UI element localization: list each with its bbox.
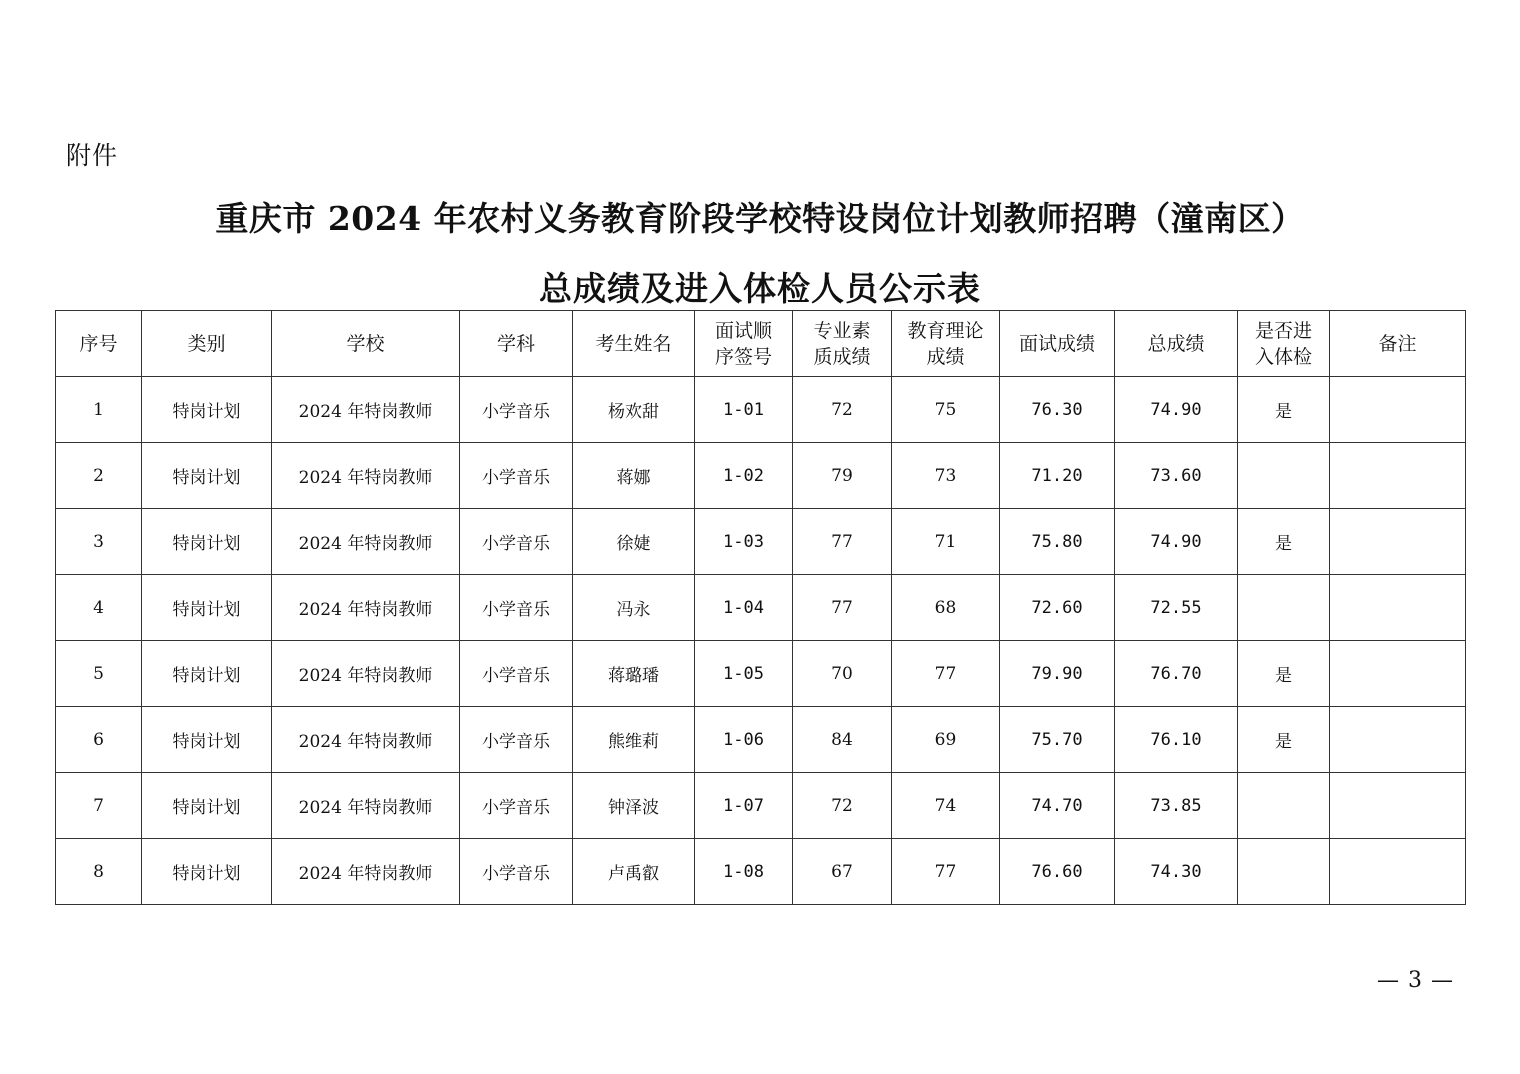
cell-total-score: 73.85: [1115, 773, 1238, 839]
document-subtitle: 总成绩及进入体检人员公示表: [539, 269, 981, 308]
cell-school: 2024 年特岗教师: [272, 773, 460, 839]
cell-professional-score: 79: [793, 443, 892, 509]
cell-draw-number: 1-04: [695, 575, 793, 641]
results-table: [55, 310, 1466, 905]
cell-serial: 2: [56, 443, 142, 509]
cell-subject: 小学音乐: [460, 509, 573, 575]
cell-remark: [1330, 773, 1466, 839]
cell-total-score: 76.10: [1115, 707, 1238, 773]
column-header-line1: 面试顺: [714, 319, 772, 342]
cell-subject: 小学音乐: [460, 377, 573, 443]
cell-subject: 小学音乐: [460, 773, 573, 839]
column-header-line1: 学科: [496, 332, 535, 355]
cell-remark: [1330, 377, 1466, 443]
cell-theory-score: 75: [892, 377, 1000, 443]
cell-interview-score: 75.80: [1000, 509, 1115, 575]
column-header: [1000, 311, 1115, 377]
column-header: [695, 311, 793, 377]
cell-theory-score: 71: [892, 509, 1000, 575]
cell-physical-exam: [1238, 839, 1330, 905]
cell-name: 蒋娜: [573, 443, 695, 509]
cell-total-score: 74.90: [1115, 509, 1238, 575]
column-header: [892, 311, 1000, 377]
column-header-line1: 考生姓名: [595, 332, 672, 355]
cell-theory-score: 68: [892, 575, 1000, 641]
cell-interview-score: 74.70: [1000, 773, 1115, 839]
column-header: [1115, 311, 1238, 377]
cell-draw-number: 1-01: [695, 377, 793, 443]
cell-category: 特岗计划: [142, 773, 272, 839]
column-header: [272, 311, 460, 377]
column-header-line1: 学校: [346, 332, 385, 355]
cell-subject: 小学音乐: [460, 839, 573, 905]
cell-physical-exam: 是: [1238, 509, 1330, 575]
cell-serial: 4: [56, 575, 142, 641]
cell-school: 2024 年特岗教师: [272, 575, 460, 641]
column-header-line1: 序号: [79, 332, 118, 355]
column-header: [793, 311, 892, 377]
cell-physical-exam: 是: [1238, 707, 1330, 773]
cell-name: 熊维莉: [573, 707, 695, 773]
cell-remark: [1330, 509, 1466, 575]
column-header: [1238, 311, 1330, 377]
cell-category: 特岗计划: [142, 707, 272, 773]
cell-category: 特岗计划: [142, 641, 272, 707]
document-title: 重庆市 2024 年农村义务教育阶段学校特设岗位计划教师招聘（潼南区）: [215, 199, 1305, 238]
cell-theory-score: 74: [892, 773, 1000, 839]
cell-category: 特岗计划: [142, 839, 272, 905]
cell-remark: [1330, 443, 1466, 509]
cell-name: 蒋璐璠: [573, 641, 695, 707]
column-header-line1: 总成绩: [1147, 332, 1205, 355]
cell-interview-score: 76.30: [1000, 377, 1115, 443]
cell-total-score: 74.90: [1115, 377, 1238, 443]
cell-school: 2024 年特岗教师: [272, 641, 460, 707]
table-header: [56, 311, 1466, 377]
cell-total-score: 73.60: [1115, 443, 1238, 509]
cell-school: 2024 年特岗教师: [272, 443, 460, 509]
column-header-line1: 备注: [1378, 332, 1417, 355]
column-header-line2: 质成绩: [813, 345, 871, 368]
cell-interview-score: 76.60: [1000, 839, 1115, 905]
column-header-line2: 入体检: [1254, 345, 1312, 368]
cell-draw-number: 1-02: [695, 443, 793, 509]
cell-physical-exam: [1238, 773, 1330, 839]
cell-professional-score: 77: [793, 575, 892, 641]
column-header-line1: 是否进: [1254, 319, 1312, 342]
cell-subject: 小学音乐: [460, 707, 573, 773]
cell-interview-score: 71.20: [1000, 443, 1115, 509]
cell-school: 2024 年特岗教师: [272, 509, 460, 575]
cell-remark: [1330, 707, 1466, 773]
cell-physical-exam: [1238, 575, 1330, 641]
cell-subject: 小学音乐: [460, 575, 573, 641]
table-body: [56, 377, 1466, 905]
table-row: [56, 575, 1466, 641]
cell-professional-score: 77: [793, 509, 892, 575]
cell-professional-score: 67: [793, 839, 892, 905]
cell-name: 杨欢甜: [573, 377, 695, 443]
cell-name: 冯永: [573, 575, 695, 641]
cell-professional-score: 84: [793, 707, 892, 773]
column-header-line1: 面试成绩: [1018, 332, 1095, 355]
cell-serial: 1: [56, 377, 142, 443]
cell-total-score: 74.30: [1115, 839, 1238, 905]
cell-remark: [1330, 575, 1466, 641]
column-header: [1330, 311, 1466, 377]
cell-interview-score: 79.90: [1000, 641, 1115, 707]
cell-serial: 7: [56, 773, 142, 839]
attachment-label: 附件: [66, 141, 119, 170]
cell-draw-number: 1-06: [695, 707, 793, 773]
cell-serial: 8: [56, 839, 142, 905]
column-header-line1: 教育理论: [907, 319, 984, 342]
table-row: [56, 839, 1466, 905]
cell-professional-score: 72: [793, 377, 892, 443]
cell-school: 2024 年特岗教师: [272, 377, 460, 443]
cell-theory-score: 69: [892, 707, 1000, 773]
table-row: [56, 641, 1466, 707]
cell-professional-score: 70: [793, 641, 892, 707]
table-row: [56, 773, 1466, 839]
column-header: [142, 311, 272, 377]
column-header-line2: 成绩: [926, 345, 965, 368]
cell-theory-score: 77: [892, 641, 1000, 707]
table-row: [56, 707, 1466, 773]
column-header-line1: 类别: [187, 332, 226, 355]
column-header: [56, 311, 142, 377]
column-header: [460, 311, 573, 377]
cell-serial: 5: [56, 641, 142, 707]
page-number: — 3 —: [1377, 968, 1454, 993]
cell-interview-score: 72.60: [1000, 575, 1115, 641]
cell-professional-score: 72: [793, 773, 892, 839]
table-row: [56, 377, 1466, 443]
cell-name: 卢禹叡: [573, 839, 695, 905]
cell-physical-exam: [1238, 443, 1330, 509]
cell-category: 特岗计划: [142, 509, 272, 575]
cell-theory-score: 73: [892, 443, 1000, 509]
cell-name: 徐婕: [573, 509, 695, 575]
column-header-line1: 专业素: [813, 319, 871, 342]
cell-school: 2024 年特岗教师: [272, 839, 460, 905]
cell-draw-number: 1-07: [695, 773, 793, 839]
column-header: [573, 311, 695, 377]
cell-draw-number: 1-08: [695, 839, 793, 905]
cell-draw-number: 1-05: [695, 641, 793, 707]
cell-serial: 3: [56, 509, 142, 575]
cell-category: 特岗计划: [142, 443, 272, 509]
table-row: [56, 443, 1466, 509]
cell-subject: 小学音乐: [460, 443, 573, 509]
cell-serial: 6: [56, 707, 142, 773]
cell-total-score: 72.55: [1115, 575, 1238, 641]
cell-remark: [1330, 839, 1466, 905]
cell-physical-exam: 是: [1238, 641, 1330, 707]
column-header-line2: 序签号: [714, 345, 772, 368]
cell-category: 特岗计划: [142, 377, 272, 443]
cell-subject: 小学音乐: [460, 641, 573, 707]
cell-category: 特岗计划: [142, 575, 272, 641]
cell-physical-exam: 是: [1238, 377, 1330, 443]
table-row: [56, 509, 1466, 575]
cell-name: 钟泽波: [573, 773, 695, 839]
cell-school: 2024 年特岗教师: [272, 707, 460, 773]
cell-draw-number: 1-03: [695, 509, 793, 575]
cell-total-score: 76.70: [1115, 641, 1238, 707]
cell-theory-score: 77: [892, 839, 1000, 905]
cell-interview-score: 75.70: [1000, 707, 1115, 773]
cell-remark: [1330, 641, 1466, 707]
